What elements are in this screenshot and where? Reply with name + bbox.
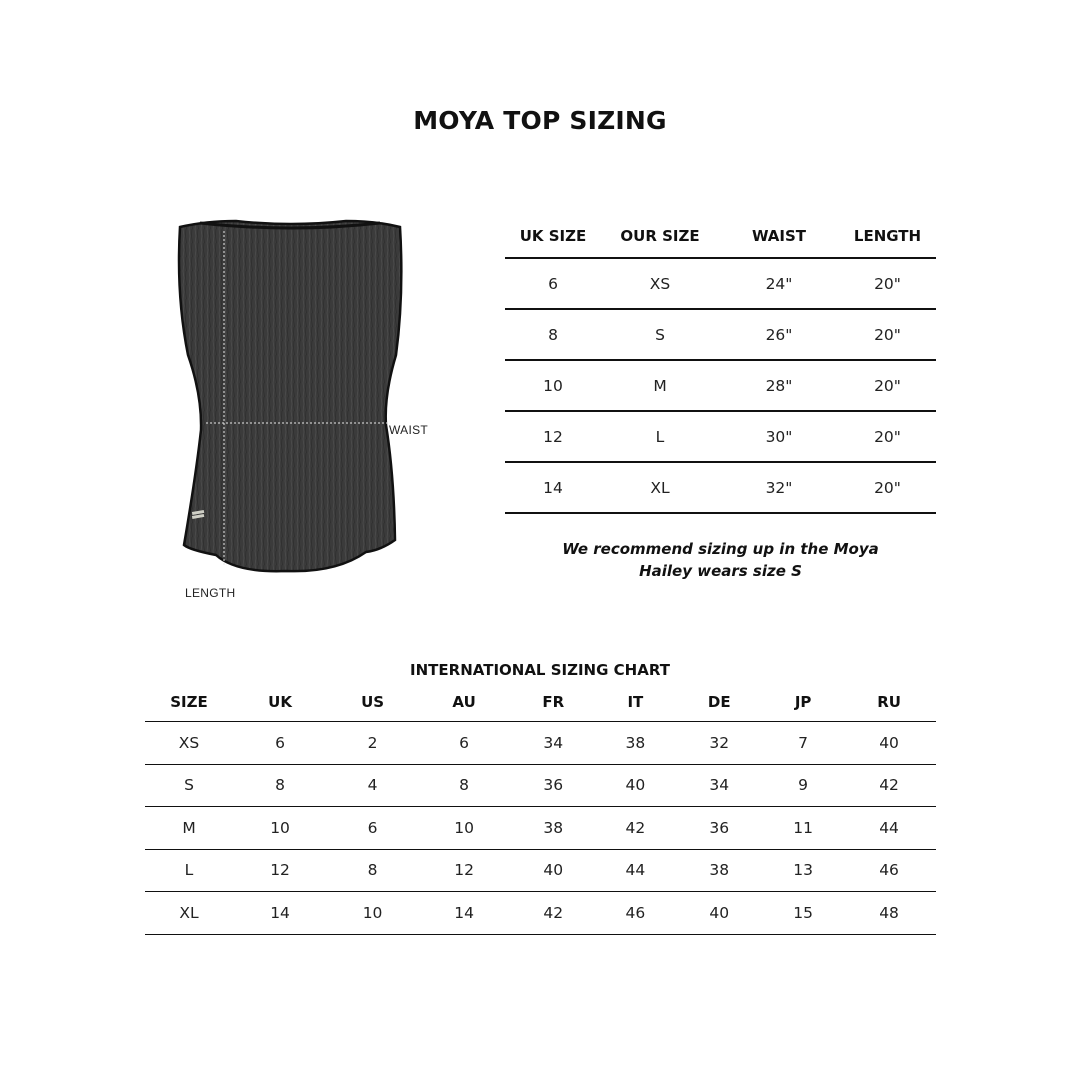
table-row [505, 258, 936, 309]
garment-body [179, 221, 401, 571]
cell-ru: 40 [842, 722, 936, 765]
cell-size: XL [145, 892, 233, 935]
cell-de: 32 [674, 722, 764, 765]
cell-it: 44 [596, 849, 674, 892]
cell-au: 12 [418, 849, 510, 892]
cell-uk: 6 [233, 722, 327, 765]
cell-our-size: XS [601, 258, 719, 309]
cell-jp: 7 [764, 722, 842, 765]
header-waist: WAIST [719, 215, 839, 258]
cell-ru: 42 [842, 764, 936, 807]
header-uk-size: UK SIZE [505, 215, 601, 258]
header-length: LENGTH [839, 215, 936, 258]
header-uk: UK [233, 683, 327, 722]
cell-au: 8 [418, 764, 510, 807]
cell-waist: 30" [719, 411, 839, 462]
cell-fr: 36 [510, 764, 596, 807]
cell-us: 10 [327, 892, 418, 935]
cell-waist: 24" [719, 258, 839, 309]
cell-uk-size: 14 [505, 462, 601, 513]
cell-it: 38 [596, 722, 674, 765]
intl-chart-title: INTERNATIONAL SIZING CHART [410, 661, 670, 679]
table-row [505, 462, 936, 513]
waist-label: WAIST [389, 423, 429, 437]
cell-ru: 48 [842, 892, 936, 935]
cell-fr: 34 [510, 722, 596, 765]
cell-size: L [145, 849, 233, 892]
cell-uk-size: 8 [505, 309, 601, 360]
header-ru: RU [842, 683, 936, 722]
cell-size: M [145, 807, 233, 850]
header-jp: JP [764, 683, 842, 722]
cell-us: 8 [327, 849, 418, 892]
cell-ru: 44 [842, 807, 936, 850]
cell-jp: 13 [764, 849, 842, 892]
cell-au: 14 [418, 892, 510, 935]
cell-size: XS [145, 722, 233, 765]
cell-us: 6 [327, 807, 418, 850]
cell-jp: 9 [764, 764, 842, 807]
cell-fr: 38 [510, 807, 596, 850]
cell-length: 20" [839, 462, 936, 513]
table-row [505, 360, 936, 411]
cell-waist: 32" [719, 462, 839, 513]
cell-uk: 10 [233, 807, 327, 850]
sleeveless-top-image [176, 215, 406, 580]
size-table [505, 215, 936, 514]
length-label: LENGTH [185, 586, 236, 600]
cell-our-size: XL [601, 462, 719, 513]
table-row [145, 892, 936, 935]
intl-header-row [145, 683, 936, 722]
cell-length: 20" [839, 309, 936, 360]
sizing-note-line-1: We recommend sizing up in the Moya [562, 540, 879, 558]
cell-fr: 40 [510, 849, 596, 892]
cell-length: 20" [839, 411, 936, 462]
cell-our-size: L [601, 411, 719, 462]
table-row [145, 849, 936, 892]
intl-size-table [145, 683, 936, 935]
cell-au: 6 [418, 722, 510, 765]
table-row [145, 722, 936, 765]
header-de: DE [674, 683, 764, 722]
table-row [505, 411, 936, 462]
page-title: MOYA TOP SIZING [413, 106, 667, 135]
cell-de: 36 [674, 807, 764, 850]
cell-ru: 46 [842, 849, 936, 892]
header-au: AU [418, 683, 510, 722]
cell-au: 10 [418, 807, 510, 850]
cell-it: 40 [596, 764, 674, 807]
header-us: US [327, 683, 418, 722]
cell-our-size: S [601, 309, 719, 360]
cell-size: S [145, 764, 233, 807]
header-size: SIZE [145, 683, 233, 722]
cell-us: 2 [327, 722, 418, 765]
cell-uk: 8 [233, 764, 327, 807]
table-row [505, 309, 936, 360]
cell-de: 38 [674, 849, 764, 892]
cell-it: 46 [596, 892, 674, 935]
sizing-note [505, 538, 936, 582]
cell-it: 42 [596, 807, 674, 850]
cell-fr: 42 [510, 892, 596, 935]
cell-de: 40 [674, 892, 764, 935]
table-row [145, 764, 936, 807]
cell-waist: 26" [719, 309, 839, 360]
header-our-size: OUR SIZE [601, 215, 719, 258]
cell-us: 4 [327, 764, 418, 807]
cell-our-size: M [601, 360, 719, 411]
cell-jp: 11 [764, 807, 842, 850]
header-fr: FR [510, 683, 596, 722]
cell-uk-size: 12 [505, 411, 601, 462]
cell-jp: 15 [764, 892, 842, 935]
cell-uk-size: 10 [505, 360, 601, 411]
size-table-header-row [505, 215, 936, 258]
table-row [145, 807, 936, 850]
cell-uk: 12 [233, 849, 327, 892]
cell-length: 20" [839, 360, 936, 411]
cell-de: 34 [674, 764, 764, 807]
cell-uk-size: 6 [505, 258, 601, 309]
garment-illustration [176, 215, 406, 580]
cell-waist: 28" [719, 360, 839, 411]
cell-uk: 14 [233, 892, 327, 935]
sizing-note-line-2: Hailey wears size S [639, 562, 802, 580]
cell-length: 20" [839, 258, 936, 309]
header-it: IT [596, 683, 674, 722]
